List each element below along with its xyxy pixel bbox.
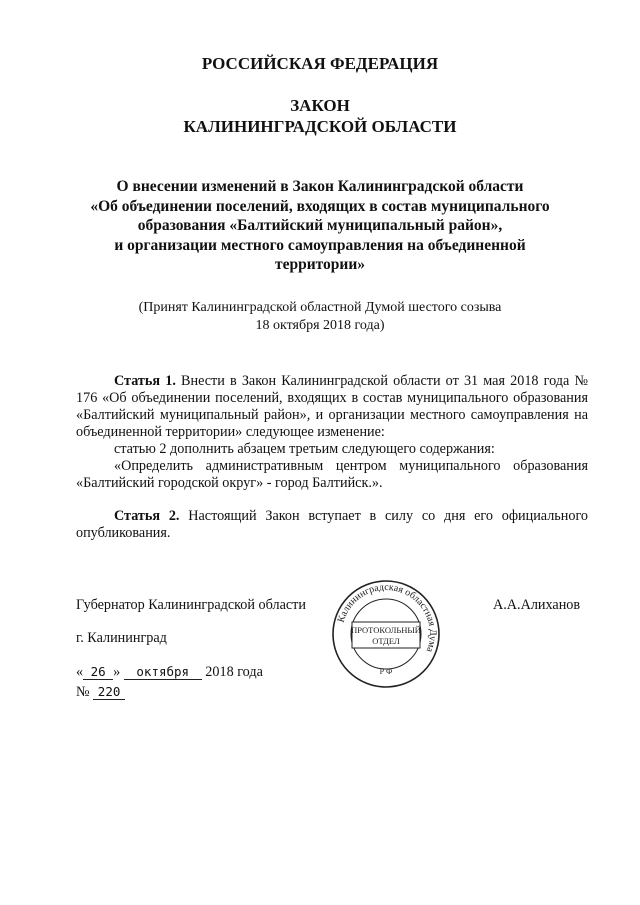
city: г. Калининград [76, 630, 167, 646]
date-day: 26 [83, 665, 113, 680]
article-1-item: статью 2 дополнить абзацем третьим следующего содержания: [114, 441, 495, 457]
article-1-paragraph [76, 373, 588, 441]
title-line-2: «Об объединении поселений, входящих в состав муниципального [90, 197, 550, 215]
law-number [76, 684, 125, 701]
stamp-line-2: ОТДЕЛ [372, 636, 400, 646]
law-title [0, 177, 640, 275]
title-line-5: территории» [274, 256, 366, 273]
title-line-4: и организации местного самоуправления на объединенной [114, 236, 526, 254]
date-month: октября [124, 665, 202, 680]
date-close-quote: » [113, 664, 121, 680]
stamp-ring-text: Калининградская областная Дума [335, 581, 439, 654]
governor-position: Губернатор Калининградской области [76, 597, 306, 613]
date-year: 2018 года [205, 664, 263, 680]
article-2-label: Статья 2. [114, 508, 180, 524]
article-2-text: Настоящий Закон вступает в силу со дня его официального опубликования. [76, 508, 589, 541]
number-value: 220 [93, 685, 125, 700]
number-prefix: № [76, 684, 90, 700]
adoption-line-1: (Принят Калининградской областной Думой шестого созыва [138, 300, 502, 315]
title-line-3: образования «Балтийский муниципальный район», [137, 217, 503, 234]
article-1 [76, 373, 588, 492]
doc-type: ЗАКОН [290, 96, 350, 115]
official-stamp [330, 578, 442, 690]
adoption-note [0, 299, 640, 335]
governor-name: А.А.Алиханов [493, 597, 581, 613]
article-1-quote: «Определить административным центром муниципального образования «Балтийский городской округ» - город Балтийск.». [76, 458, 588, 491]
title-line-1: О внесении изменений в Закон Калининградской области [116, 178, 524, 195]
stamp-line-1: ПРОТОКОЛЬНЫЙ [351, 625, 421, 635]
article-1-text: Внести в Закон Калининградской области от 31 мая 2018 года № 176 «Об объединении поселений, входящих в состав муниципального образования «Балтийский муниципальный район», и организации местного самоуправления на объединенной территории» следующее изменение: [76, 373, 589, 440]
country-heading: РОССИЙСКАЯ ФЕДЕРАЦИЯ [201, 54, 439, 73]
article-1-label: Статья 1. [114, 373, 176, 389]
law-heading [0, 95, 640, 137]
signing-date [76, 664, 263, 681]
adoption-line-2: 18 октября 2018 года) [255, 318, 385, 333]
region: КАЛИНИНГРАДСКОЙ ОБЛАСТИ [183, 117, 457, 136]
article-2-paragraph [76, 508, 588, 542]
date-open-quote: « [76, 664, 84, 680]
stamp-bottom-text: Р Ф [379, 667, 393, 676]
article-2 [76, 508, 588, 542]
